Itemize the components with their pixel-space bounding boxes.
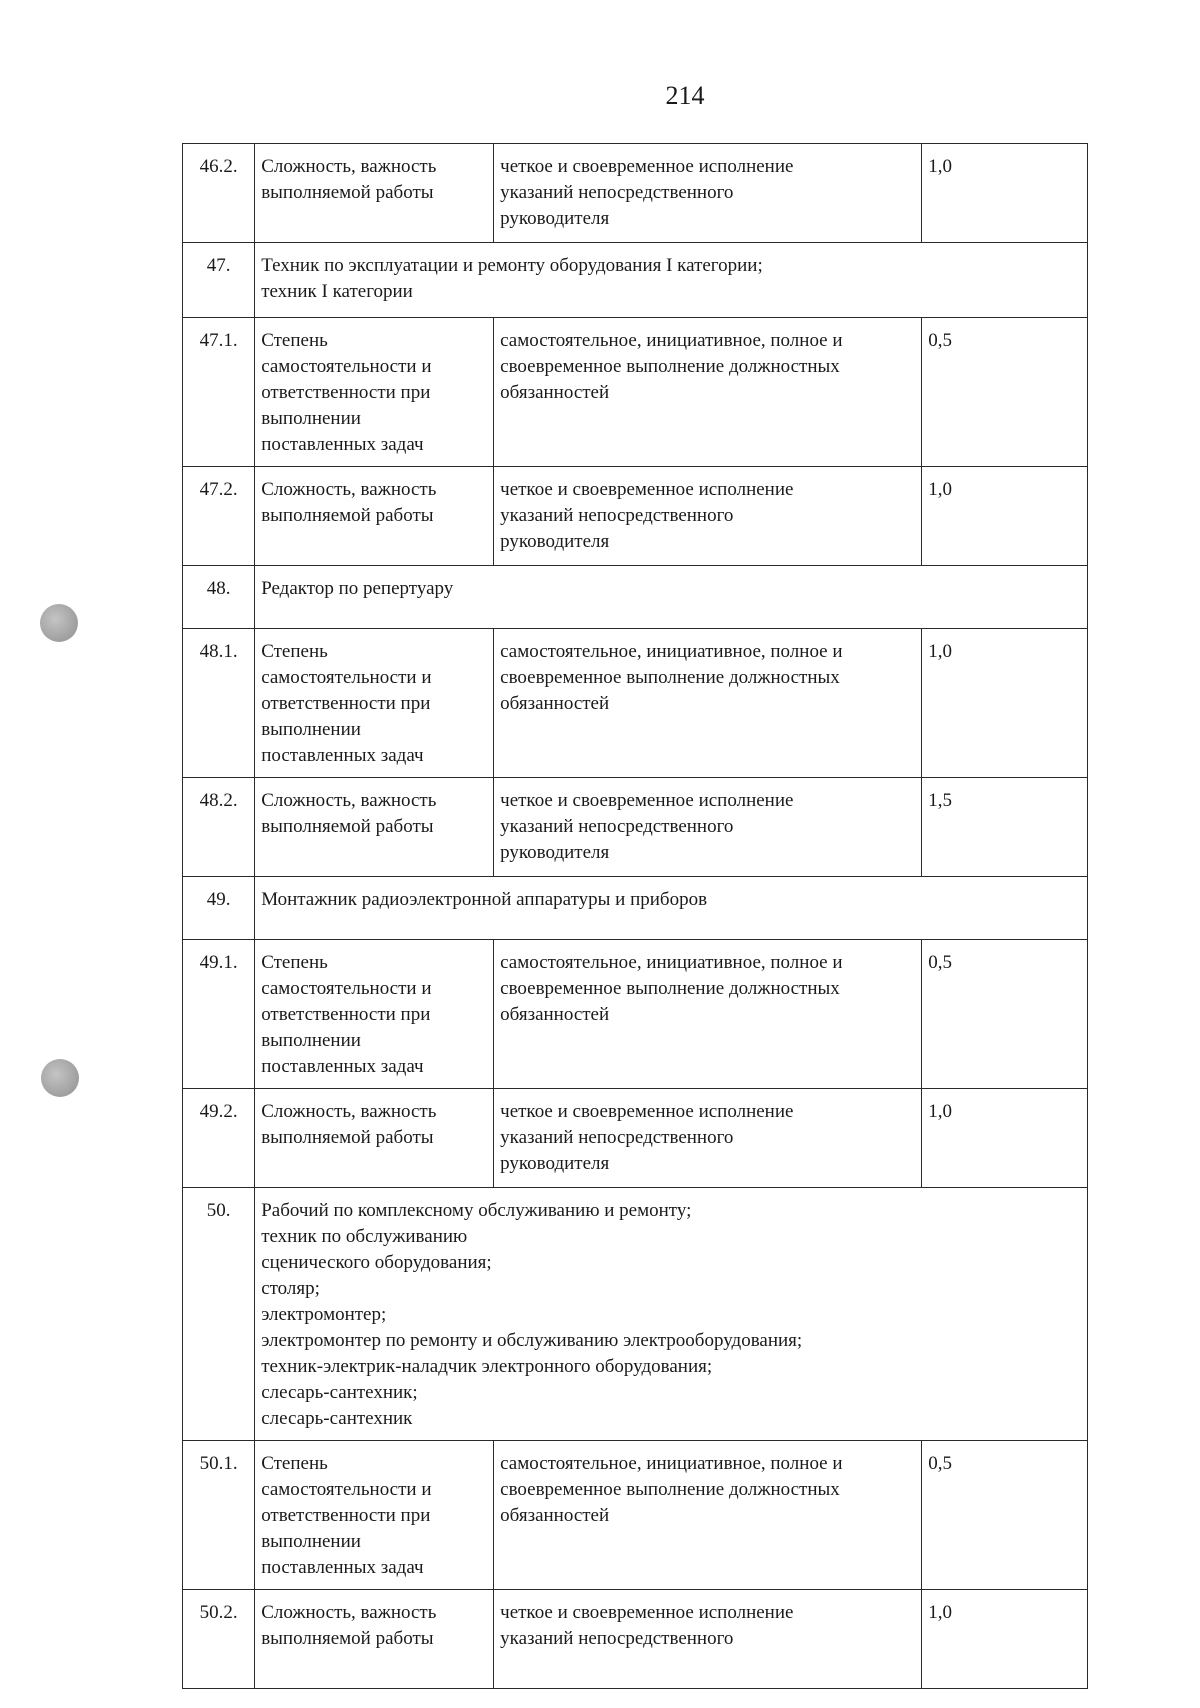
punch-hole-mark xyxy=(40,604,78,642)
criterion-description xyxy=(494,629,922,778)
criterion-description-line: самостоятельное, инициативное, полное и xyxy=(500,1453,843,1474)
criterion-name-line: Сложность, важность xyxy=(261,1602,437,1623)
criterion-name-line: Степень xyxy=(261,1453,328,1474)
criterion-description xyxy=(494,467,922,566)
criterion-description-line: самостоятельное, инициативное, полное и xyxy=(500,641,843,662)
criterion-number: 48.2. xyxy=(183,778,255,877)
criterion-coefficient: 1,0 xyxy=(922,1089,1088,1188)
criterion-name xyxy=(255,1089,494,1188)
criterion-name-line: самостоятельности и xyxy=(261,667,432,688)
criteria-table xyxy=(182,143,1088,1689)
criterion-name-line: поставленных задач xyxy=(261,1056,424,1077)
position-title-line: техник-электрик-наладчик электронного оборудования; xyxy=(261,1356,713,1377)
criterion-number: 50.2. xyxy=(183,1590,255,1689)
criterion-description xyxy=(494,1590,922,1689)
criterion-name-line: самостоятельности и xyxy=(261,1479,432,1500)
position-title-line: слесарь-сантехник xyxy=(261,1408,413,1429)
position-number: 47. xyxy=(183,243,255,318)
criterion-name-line: ответственности при xyxy=(261,1505,431,1526)
criterion-description-line: обязанностей xyxy=(500,1505,610,1526)
position-header-row xyxy=(183,877,1088,940)
position-title xyxy=(255,1188,1088,1441)
criterion-name-line: выполняемой работы xyxy=(261,505,434,526)
criterion-name-line: ответственности при xyxy=(261,693,431,714)
position-title-line: Техник по эксплуатации и ремонту оборудования I категории; xyxy=(261,255,763,276)
position-title xyxy=(255,566,1088,629)
position-title-line: столяр; xyxy=(261,1278,320,1299)
criterion-description-line: самостоятельное, инициативное, полное и xyxy=(500,330,843,351)
criterion-coefficient: 1,0 xyxy=(922,467,1088,566)
criterion-name-line: Степень xyxy=(261,952,328,973)
criterion-description-line: указаний непосредственного xyxy=(500,1127,734,1148)
criterion-name-line: самостоятельности и xyxy=(261,356,432,377)
criterion-number: 49.2. xyxy=(183,1089,255,1188)
criterion-description-line: четкое и своевременное исполнение xyxy=(500,479,794,500)
criterion-name-line: Сложность, важность xyxy=(261,790,437,811)
punch-hole-mark xyxy=(41,1059,79,1097)
criteria-table-body xyxy=(183,144,1088,1689)
criterion-row xyxy=(183,1089,1088,1188)
position-number: 49. xyxy=(183,877,255,940)
position-title-line: электромонтер по ремонту и обслуживанию электрооборудования; xyxy=(261,1330,803,1351)
criterion-row xyxy=(183,1590,1088,1689)
criterion-description-line: указаний непосредственного xyxy=(500,505,734,526)
criterion-name xyxy=(255,144,494,243)
criterion-description xyxy=(494,940,922,1089)
criterion-description-line: руководителя xyxy=(500,1153,610,1174)
criterion-description xyxy=(494,318,922,467)
criterion-description-line: указаний непосредственного xyxy=(500,816,734,837)
criterion-name-line: выполнении xyxy=(261,408,361,429)
criterion-coefficient: 1,5 xyxy=(922,778,1088,877)
criterion-coefficient: 1,0 xyxy=(922,144,1088,243)
criterion-name-line: самостоятельности и xyxy=(261,978,432,999)
criterion-number: 47.1. xyxy=(183,318,255,467)
criterion-coefficient: 1,0 xyxy=(922,629,1088,778)
position-title-line: слесарь-сантехник; xyxy=(261,1382,418,1403)
position-title-line: Монтажник радиоэлектронной аппаратуры и приборов xyxy=(261,889,708,910)
criterion-name-line: ответственности при xyxy=(261,382,431,403)
criterion-row xyxy=(183,629,1088,778)
criterion-name-line: Сложность, важность xyxy=(261,1101,437,1122)
criterion-coefficient: 0,5 xyxy=(922,318,1088,467)
criterion-description-line: обязанностей xyxy=(500,382,610,403)
criterion-description-line: обязанностей xyxy=(500,693,610,714)
criterion-description xyxy=(494,1441,922,1590)
criterion-description-line: своевременное выполнение должностных xyxy=(500,978,840,999)
criterion-name-line: выполнении xyxy=(261,719,361,740)
criterion-name xyxy=(255,940,494,1089)
criterion-row xyxy=(183,778,1088,877)
criterion-description-line: руководителя xyxy=(500,208,610,229)
criterion-name-line: поставленных задач xyxy=(261,434,424,455)
criterion-name-line: выполнении xyxy=(261,1030,361,1051)
criterion-name xyxy=(255,318,494,467)
criterion-coefficient: 1,0 xyxy=(922,1590,1088,1689)
criterion-number: 48.1. xyxy=(183,629,255,778)
position-title-line: техник I категории xyxy=(261,281,413,302)
criterion-name-line: выполняемой работы xyxy=(261,1628,434,1649)
criterion-description-line: указаний непосредственного xyxy=(500,1628,734,1649)
criterion-number: 50.1. xyxy=(183,1441,255,1590)
criterion-row xyxy=(183,144,1088,243)
criterion-name xyxy=(255,629,494,778)
position-title-line: электромонтер; xyxy=(261,1304,387,1325)
criterion-description-line: своевременное выполнение должностных xyxy=(500,667,840,688)
criterion-name-line: выполнении xyxy=(261,1531,361,1552)
criterion-name xyxy=(255,778,494,877)
criterion-description xyxy=(494,1089,922,1188)
position-title xyxy=(255,243,1088,318)
criterion-coefficient: 0,5 xyxy=(922,1441,1088,1590)
criterion-row xyxy=(183,467,1088,566)
criterion-name-line: выполняемой работы xyxy=(261,1127,434,1148)
criterion-name-line: выполняемой работы xyxy=(261,182,434,203)
position-title-line: Рабочий по комплексному обслуживанию и ремонту; xyxy=(261,1200,692,1221)
criterion-name-line: Сложность, важность xyxy=(261,479,437,500)
position-number: 48. xyxy=(183,566,255,629)
criterion-description-line: четкое и своевременное исполнение xyxy=(500,1101,794,1122)
criterion-name xyxy=(255,1590,494,1689)
criterion-description xyxy=(494,778,922,877)
position-header-row xyxy=(183,1188,1088,1441)
criterion-description xyxy=(494,144,922,243)
criterion-description-line: четкое и своевременное исполнение xyxy=(500,156,794,177)
criterion-description-line: четкое и своевременное исполнение xyxy=(500,1602,794,1623)
position-title-line: техник по обслуживанию xyxy=(261,1226,468,1247)
criterion-description-line: руководителя xyxy=(500,842,610,863)
criterion-description-line: четкое и своевременное исполнение xyxy=(500,790,794,811)
criterion-name-line: Сложность, важность xyxy=(261,156,437,177)
criterion-name-line: поставленных задач xyxy=(261,745,424,766)
criterion-description-line: своевременное выполнение должностных xyxy=(500,1479,840,1500)
criterion-row xyxy=(183,940,1088,1089)
criterion-name xyxy=(255,1441,494,1590)
criterion-name-line: ответственности при xyxy=(261,1004,431,1025)
position-header-row xyxy=(183,243,1088,318)
criterion-number: 47.2. xyxy=(183,467,255,566)
position-number: 50. xyxy=(183,1188,255,1441)
criterion-name-line: Степень xyxy=(261,641,328,662)
criterion-coefficient: 0,5 xyxy=(922,940,1088,1089)
position-title-line: сценического оборудования; xyxy=(261,1252,492,1273)
criterion-description-line: самостоятельное, инициативное, полное и xyxy=(500,952,843,973)
page-number: 214 xyxy=(665,81,705,110)
criterion-number: 46.2. xyxy=(183,144,255,243)
criterion-description-line: обязанностей xyxy=(500,1004,610,1025)
position-title-line: Редактор по репертуару xyxy=(261,578,454,599)
criterion-row xyxy=(183,318,1088,467)
criterion-name-line: выполняемой работы xyxy=(261,816,434,837)
criterion-row xyxy=(183,1441,1088,1590)
criterion-name-line: Степень xyxy=(261,330,328,351)
position-header-row xyxy=(183,566,1088,629)
criterion-name-line: поставленных задач xyxy=(261,1557,424,1578)
criterion-name xyxy=(255,467,494,566)
criterion-number: 49.1. xyxy=(183,940,255,1089)
criterion-description-line: своевременное выполнение должностных xyxy=(500,356,840,377)
position-title xyxy=(255,877,1088,940)
criterion-description-line: указаний непосредственного xyxy=(500,182,734,203)
criterion-description-line: руководителя xyxy=(500,531,610,552)
